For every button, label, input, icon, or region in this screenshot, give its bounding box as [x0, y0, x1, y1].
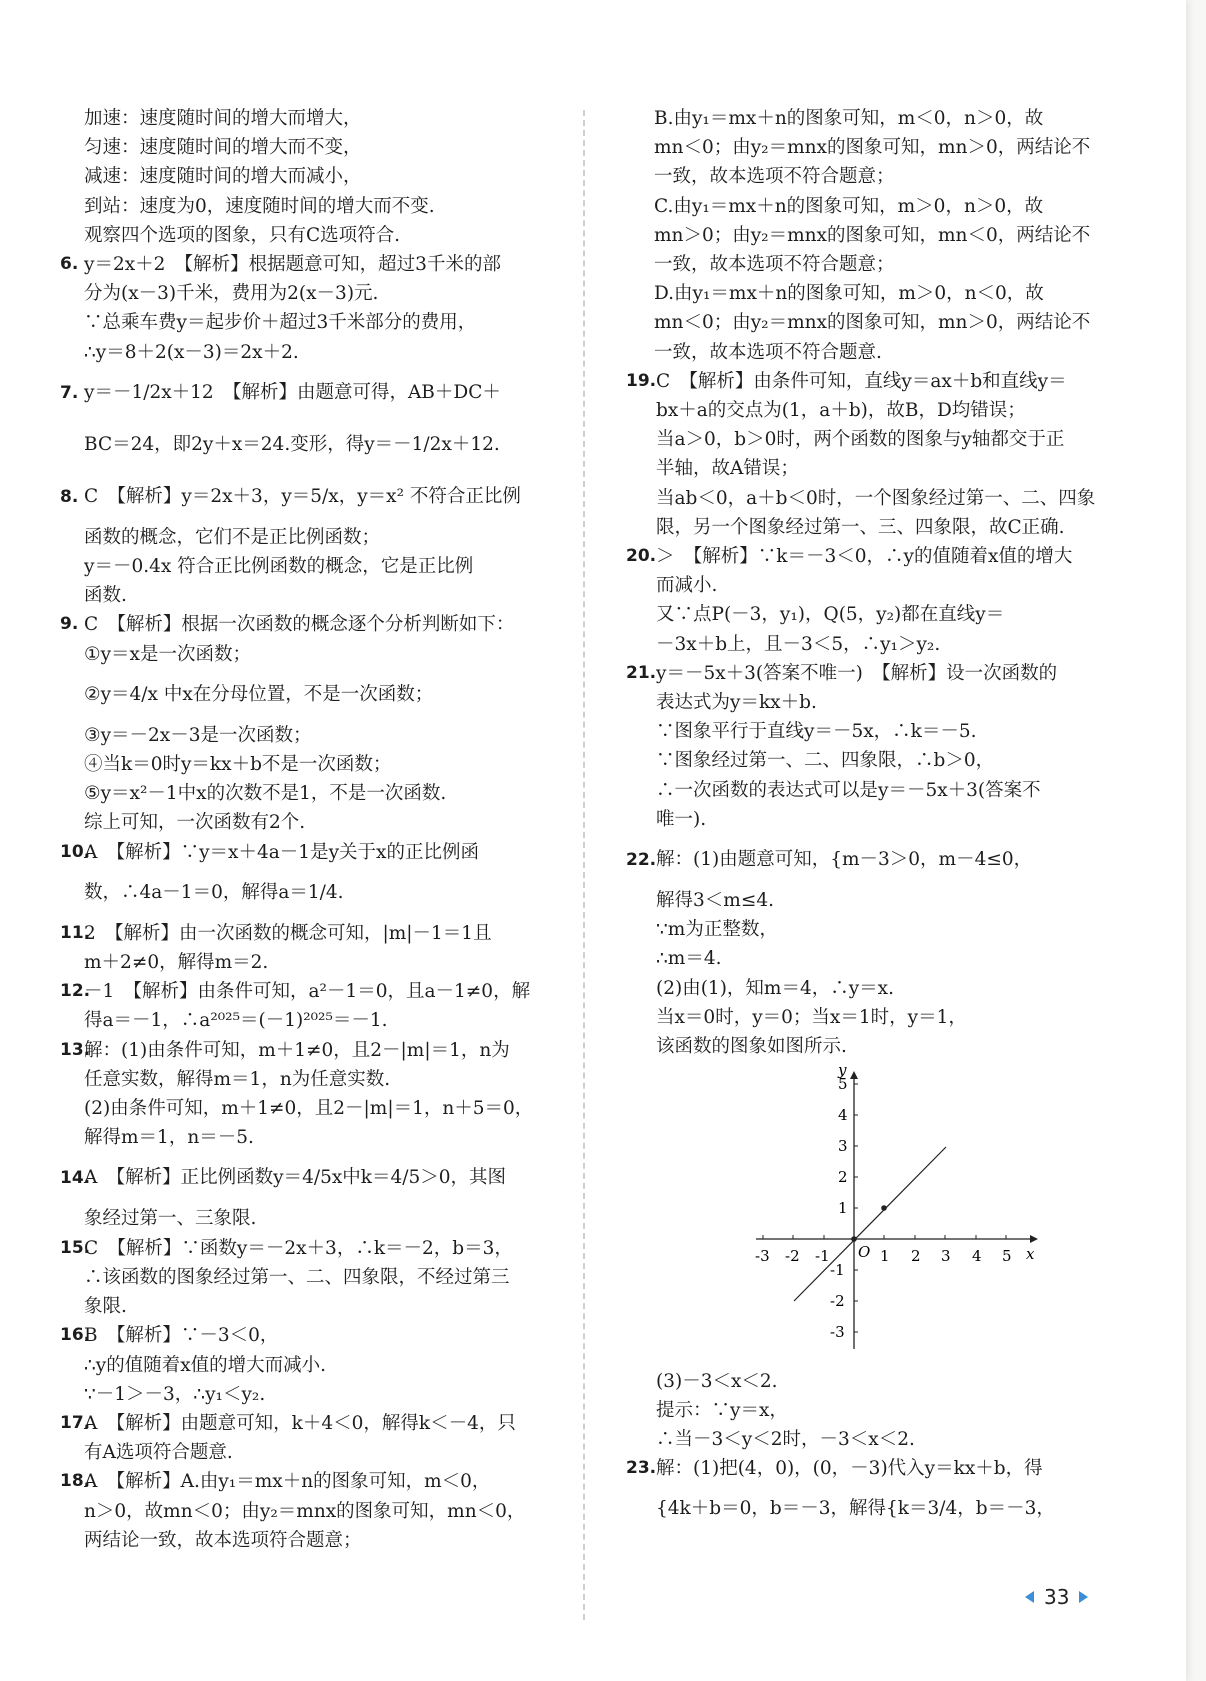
text-line: ∵－1＞－3，∴y₁＜y₂.	[84, 1383, 266, 1405]
x-tick-label: 1	[880, 1247, 890, 1266]
y-tick-label: 1	[838, 1199, 848, 1218]
text-line: C 【解析】y＝2x＋3，y＝5/x，y＝x² 不符合正比例	[84, 485, 521, 507]
answer-7	[60, 367, 550, 471]
text-line: 一致，故本选项不符合题意.	[654, 341, 882, 363]
text-line: A 【解析】由题意可知，k＋4＜0，解得k＜－4，只	[84, 1412, 516, 1434]
text-line: ④当k＝0时y＝kx＋b不是一次函数；	[84, 754, 392, 776]
text-line: y＝－5x＋3(答案不唯一) 【解析】设一次函数的	[656, 662, 1058, 684]
answer-20	[626, 542, 1122, 659]
text-line: 函数的概念，它们不是正比例函数；	[84, 526, 381, 548]
answer-11	[60, 919, 550, 977]
y-axis-label: y	[838, 1067, 847, 1080]
question-number: 13.	[60, 1039, 91, 1060]
text-line: ∵m为正整数，	[656, 919, 778, 941]
text-line: mn＞0；由y₂＝mnx的图象可知，mn＜0，两结论不	[654, 224, 1091, 246]
left-column	[60, 104, 550, 1555]
next-page-icon[interactable]	[1079, 1591, 1088, 1603]
question-number: 22.	[626, 850, 657, 871]
text-line: 象经过第一、三象限.	[84, 1208, 257, 1230]
answer-18	[60, 1467, 550, 1555]
question-number: 15.	[60, 1237, 91, 1258]
text-line: 解得3＜m≤4.	[656, 890, 774, 912]
text-line: －1 【解析】由条件可知，a²－1＝0，且a－1≠0，解	[84, 981, 531, 1003]
text-line: (2)由条件可知，m＋1≠0，且2－|m|＝1，n＋5＝0，	[84, 1098, 534, 1120]
question-number: 8.	[60, 486, 79, 507]
answer-8	[60, 471, 550, 611]
text-line: 减速：速度随时间的增大而减小，	[84, 166, 362, 188]
question-number: 21.	[626, 662, 657, 683]
text-line: ∵总乘车费y＝起步价＋超过3千米部分的费用，	[84, 312, 477, 334]
question-number: 20.	[626, 546, 657, 567]
text-line: mn＜0；由y₂＝mnx的图象可知，mn＞0，两结论不	[654, 137, 1091, 159]
text-line: 限，另一个图象经过第一、三、四象限，故C正确.	[656, 516, 1065, 538]
text-line: B 【解析】∵－3＜0，	[84, 1325, 279, 1347]
origin-label: O	[858, 1243, 871, 1262]
text-line: 而减小.	[656, 575, 718, 597]
question-number: 11.	[60, 922, 91, 943]
text-line: A 【解析】∵y＝x＋4a－1是y关于x的正比例函	[84, 841, 479, 863]
x-tick-label: -3	[755, 1247, 770, 1266]
line-y-equals-x	[794, 1147, 946, 1301]
text-line: 表达式为y＝kx＋b.	[656, 692, 817, 714]
y-tick-label: 3	[838, 1137, 848, 1156]
question-number: 7.	[60, 382, 79, 403]
answer-14	[60, 1152, 550, 1233]
text-line: 又∵点P(－3，y₁)，Q(5，y₂)都在直线y＝	[656, 604, 1005, 626]
text-line: C 【解析】由条件可知，直线y＝ax＋b和直线y＝	[656, 370, 1067, 392]
text-line: y＝2x＋2 【解析】根据题意可知，超过3千米的部	[84, 254, 501, 276]
text-line: mn＜0；由y₂＝mnx的图象可知，mn＞0，两结论不	[654, 312, 1091, 334]
text-line: ∴m＝4.	[656, 948, 722, 970]
answer-15	[60, 1234, 550, 1322]
page-number: 33	[1044, 1585, 1070, 1609]
x-tick-label: -2	[785, 1247, 800, 1266]
text-line: (3)－3＜x＜2.	[656, 1370, 778, 1392]
text-line: m＋2≠0，解得m＝2.	[84, 952, 269, 974]
y-tick-label: -3	[830, 1323, 845, 1342]
answer-22	[626, 834, 1122, 1454]
answer-9	[60, 610, 550, 837]
text-line: 综上可知，一次函数有2个.	[84, 812, 306, 834]
text-line: {4k＋b＝0，b＝－3，解得{k＝3/4，b＝－3，	[656, 1498, 1055, 1520]
answer-10	[60, 838, 550, 919]
text-line: 当ab＜0，a＋b＜0时，一个图象经过第一、二、四象	[656, 487, 1096, 509]
text-line: C.由y₁＝mx＋n的图象可知，m＞0，n＞0，故	[654, 195, 1044, 217]
text-line: B.由y₁＝mx＋n的图象可知，m＜0，n＞0，故	[654, 108, 1044, 129]
text-line: 任意实数，解得m＝1，n为任意实数.	[84, 1068, 391, 1090]
text-line: ⑤y＝x²－1中x的次数不是1，不是一次函数.	[84, 783, 447, 805]
x-tick-label: 5	[1002, 1247, 1012, 1266]
answer-6	[60, 250, 550, 367]
answer-21	[626, 659, 1122, 834]
text-line: (2)由(1)，知m＝4，∴y＝x.	[656, 977, 894, 999]
text-line: ∴该函数的图象经过第一、二、四象限，不经过第三	[84, 1266, 510, 1288]
text-line: 加速：速度随时间的增大而增大，	[84, 108, 362, 129]
question-number: 19.	[626, 370, 657, 391]
text-line: 提示：∵y＝x，	[656, 1399, 788, 1421]
text-line: 当x＝0时，y＝0；当x＝1时，y＝1，	[656, 1006, 967, 1028]
question-number: 16.	[60, 1325, 91, 1346]
text-line: 半轴，故A错误；	[656, 458, 799, 480]
x-tick-label: 3	[941, 1247, 951, 1266]
text-line: ①y＝x是一次函数；	[84, 643, 251, 665]
answer-19	[626, 367, 1122, 542]
graph-svg	[746, 1067, 1046, 1357]
y-tick-label: -2	[830, 1292, 845, 1311]
column-divider	[583, 110, 585, 1620]
question-number: 6.	[60, 254, 79, 275]
answer-17	[60, 1409, 550, 1467]
y-tick-label: -1	[830, 1261, 845, 1280]
text-line: ③y＝－2x－3是一次函数；	[84, 724, 312, 746]
text-line: 分为(x－3)千米，费用为2(x－3)元.	[84, 283, 379, 305]
function-graph	[746, 1067, 1122, 1366]
text-line: 函数.	[84, 585, 127, 607]
text-line: 当a＞0，b＞0时，两个函数的图象与y轴都交于正	[656, 429, 1065, 451]
x-tick-label: 2	[911, 1247, 921, 1266]
text-line: 观察四个选项的图象，只有C选项符合.	[84, 224, 401, 246]
text-line: bx＋a的交点为(1，a＋b)，故B，D均错误；	[656, 400, 1026, 422]
question-number: 14.	[60, 1168, 91, 1189]
x-tick-label: 4	[972, 1247, 982, 1266]
point-origin	[851, 1236, 857, 1242]
text-line: ∴一次函数的表达式可以是y＝－5x＋3(答案不	[656, 779, 1041, 801]
text-line: 解得m＝1，n＝－5.	[84, 1127, 254, 1149]
text-line: 到站：速度为0，速度随时间的增大而不变.	[84, 195, 435, 217]
text-line: ②y＝4/x 中x在分母位置，不是一次函数；	[84, 683, 434, 705]
text-line: 解：(1)由题意可知，{m－3＞0，m－4≤0，	[656, 849, 1033, 871]
prev-page-icon[interactable]	[1025, 1591, 1034, 1603]
question-number: 17.	[60, 1412, 91, 1433]
x-tick-label: -1	[815, 1247, 830, 1266]
text-line: ∴y的值随着x值的增大而减小.	[84, 1354, 327, 1376]
y-tick-label: 4	[838, 1106, 848, 1125]
question-number: 12.	[60, 981, 91, 1002]
text-line: 该函数的图象如图所示.	[656, 1036, 847, 1058]
question-number: 9.	[60, 614, 79, 635]
text-line: C 【解析】根据一次函数的概念逐个分析判断如下：	[84, 614, 515, 636]
right-column	[626, 104, 1122, 1535]
answer-13	[60, 1036, 550, 1153]
answer-23	[626, 1454, 1122, 1535]
text-line: －3x＋b上，且－3＜5，∴y₁＞y₂.	[656, 633, 941, 655]
question-number: 10.	[60, 841, 91, 862]
y-axis-arrow-icon	[850, 1071, 858, 1079]
answer-16	[60, 1321, 550, 1409]
text-line: ＞ 【解析】∵k＝－3＜0，∴y的值随着x值的增大	[656, 546, 1073, 568]
text-line: ∴当－3＜y＜2时，－3＜x＜2.	[656, 1428, 915, 1450]
text-line: 2 【解析】由一次函数的概念可知，|m|－1＝1且	[84, 922, 492, 944]
text-line: ∵图象经过第一、二、四象限，∴b＞0，	[656, 750, 995, 772]
text-line: 数，∴4a－1＝0，解得a＝1/4.	[84, 881, 344, 903]
text-line: A 【解析】正比例函数y＝4/5x中k＝4/5＞0，其图	[84, 1167, 507, 1189]
text-line: 唯一).	[656, 808, 707, 830]
y-tick-label: 2	[838, 1168, 848, 1187]
page-footer	[1025, 1585, 1088, 1609]
answer-12	[60, 977, 550, 1035]
question-number: 23.	[626, 1458, 657, 1479]
question-number: 18.	[60, 1471, 91, 1492]
point-1-1	[881, 1205, 887, 1211]
x-axis-label: x	[1026, 1245, 1035, 1264]
text-line: C 【解析】∵函数y＝－2x＋3，∴k＝－2，b＝3，	[84, 1237, 513, 1259]
text-line: ∵图象平行于直线y＝－5x，∴k＝－5.	[656, 721, 977, 743]
text-line: 解：(1)由条件可知，m＋1≠0，且2－|m|＝1，n为	[84, 1039, 510, 1061]
text-line: 解：(1)把(4，0)，(0，－3)代入y＝kx＋b，得	[656, 1458, 1043, 1480]
text-line: 象限.	[84, 1296, 127, 1318]
y-tick-label: 5	[838, 1075, 848, 1094]
text-line: ∴y＝8＋2(x－3)＝2x＋2.	[84, 341, 299, 363]
text-line: n＞0，故mn＜0；由y₂＝mnx的图象可知，mn＜0，	[84, 1500, 526, 1522]
x-axis-arrow-icon	[1030, 1235, 1038, 1243]
text-line: D.由y₁＝mx＋n的图象可知，m＞0，n＜0，故	[654, 283, 1044, 305]
text-line: 有A选项符合题意.	[84, 1442, 233, 1464]
text-line: 两结论一致，故本选项符合题意；	[84, 1529, 362, 1551]
text-line: 一致，故本选项不符合题意；	[654, 254, 895, 276]
text-line: y＝－1/2x＋12 【解析】由题意可得，AB＋DC＋	[84, 381, 501, 403]
text-line: y＝－0.4x 符合正比例函数的概念，它是正比例	[84, 556, 474, 578]
text-line: 一致，故本选项不符合题意；	[654, 166, 895, 188]
text-line: BC＝24，即2y＋x＝24.变形，得y＝－1/2x＋12.	[84, 433, 500, 455]
text-line: 得a＝－1，∴a²⁰²⁵＝(－1)²⁰²⁵＝－1.	[84, 1010, 388, 1032]
text-line: A 【解析】A.由y₁＝mx＋n的图象可知，m＜0，	[84, 1471, 491, 1493]
text-line: 匀速：速度随时间的增大而不变，	[84, 137, 362, 159]
